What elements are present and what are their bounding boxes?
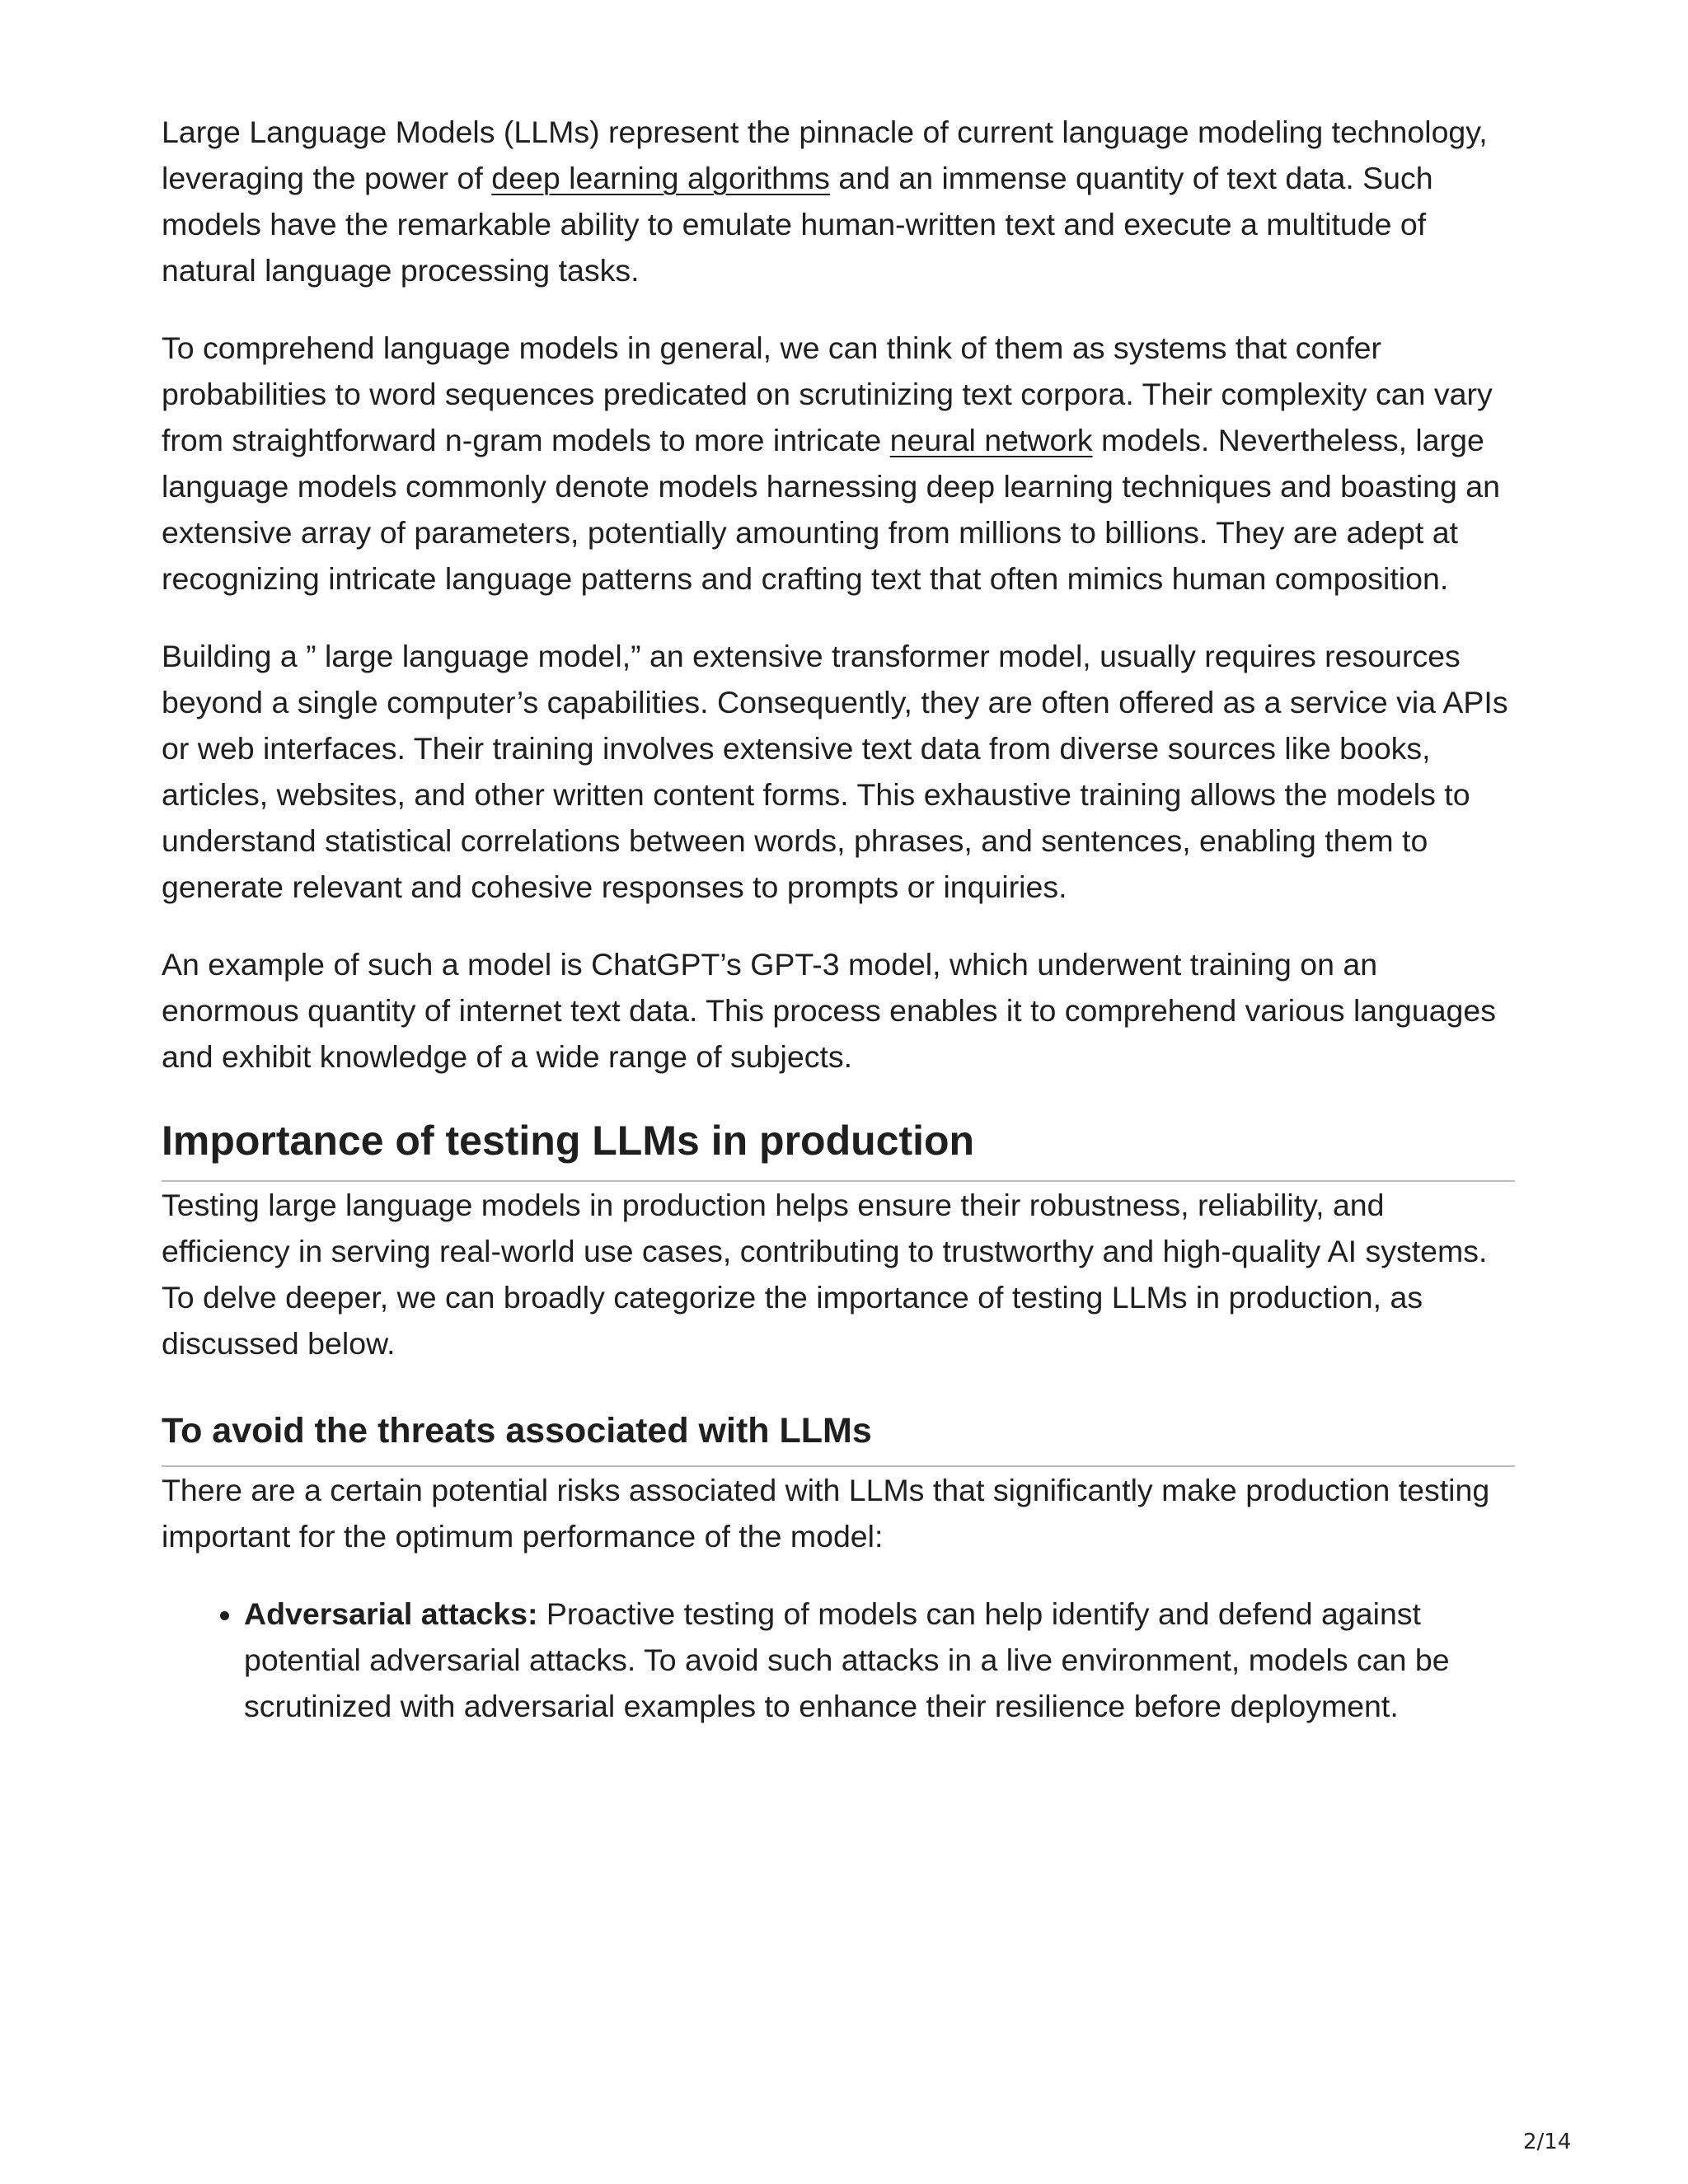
list-item-term: Adversarial attacks:	[244, 1596, 538, 1631]
paragraph-llm-intro	[162, 109, 1515, 293]
paragraph-text: To comprehend language models in general, we can think of them as systems that confer probabilities to word sequences predicated on scrutinizing text corpora. Their complexity can vary from straightforward n-gram models to more intricate	[162, 330, 1493, 457]
risk-list	[162, 1591, 1515, 1729]
paragraph-text: and an immense quantity of text data. Such models have the remarkable ability to emulate human-written text and execute a multitude of natural language processing tasks.	[162, 161, 1433, 288]
neural-network-link[interactable]: neural network	[889, 423, 1093, 457]
subsection-heading: To avoid the threats associated with LLMs	[162, 1409, 1515, 1467]
paragraph-building-llm: Building a ” large language model,” an extensive transformer model, usually requires resources beyond a single computer’s capabilities. Consequently, they are often offered as a service via APIs or web interfaces. Their training involves extensive text data from diverse sources like books, articles, websites, and other written content forms. This exhaustive training allows the models to understand statistical correlations between words, phrases, and sentences, enabling them to generate relevant and cohesive responses to prompts or inquiries.	[162, 639, 1508, 904]
paragraph-language-models	[162, 325, 1515, 602]
deep-learning-algorithms-link[interactable]: deep learning algorithms	[491, 161, 830, 195]
subsection-intro-paragraph: There are a certain potential risks associated with LLMs that significantly make production testing important for the optimum performance of the model:	[162, 1473, 1490, 1554]
paragraph-text: Large Language Models (LLMs) represent the pinnacle of current language modeling technology, leveraging the power of	[162, 115, 1488, 195]
paragraph-gpt3-example: An example of such a model is ChatGPT’s GPT-3 model, which underwent training on an enormous quantity of internet text data. This process enables it to comprehend various languages and exhibit knowledge of a wide range of subjects.	[162, 947, 1497, 1074]
article-content	[162, 109, 1515, 1729]
section-heading: Importance of testing LLMs in production	[162, 1116, 1515, 1182]
page-number: 2/14	[1523, 2130, 1572, 2154]
list-item-text: Proactive testing of models can help identify and defend against potential adversarial attacks. To avoid such attacks in a live environment, models can be scrutinized with adversarial examples to enhance their resilience before deployment.	[244, 1596, 1450, 1723]
paragraph-text: models. Nevertheless, large language models commonly denote models harnessing deep learning techniques and boasting an extensive array of parameters, potentially amounting from millions to billions. They are adept at recognizing intricate language patterns and crafting text that often mimics human composition.	[162, 423, 1501, 596]
section-intro-paragraph: Testing large language models in production helps ensure their robustness, reliability, and efficiency in serving real-world use cases, contributing to trustworthy and high-quality AI systems. To delve deeper, we can broadly categorize the importance of testing LLMs in production, as discussed below.	[162, 1188, 1488, 1361]
list-item	[244, 1591, 1515, 1729]
